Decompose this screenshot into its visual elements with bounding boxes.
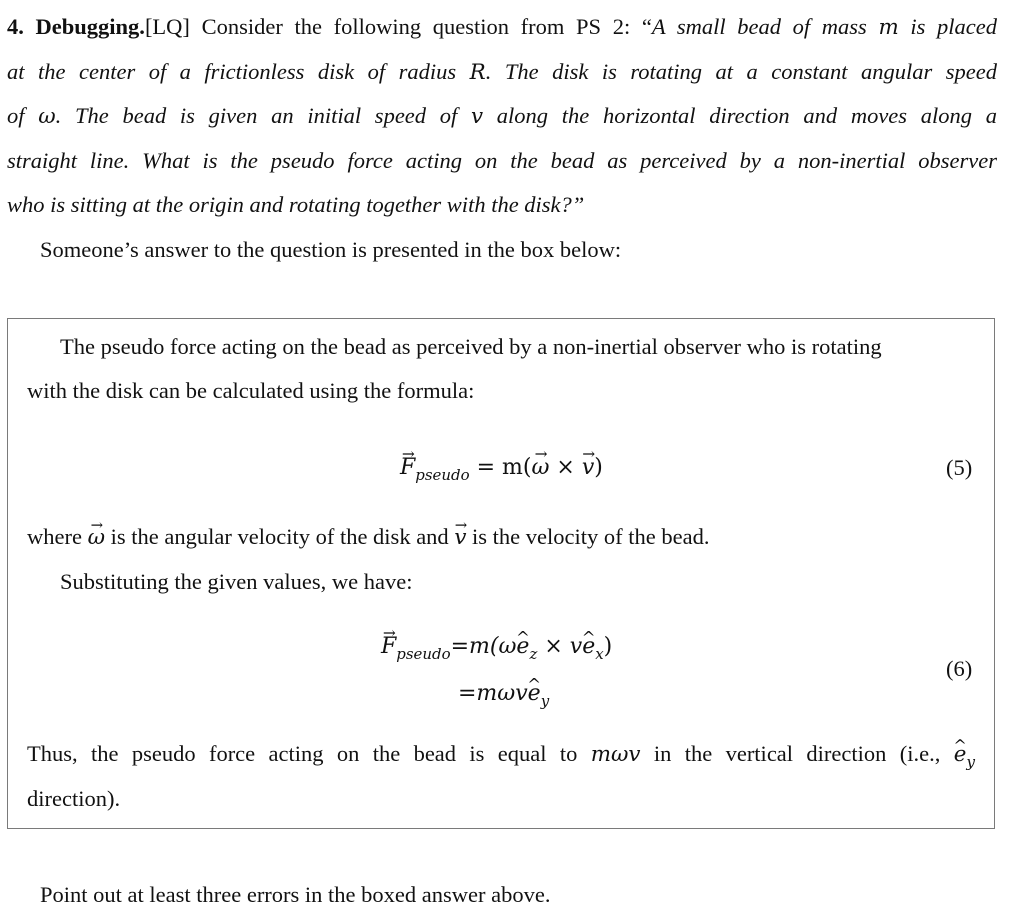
quote-text: who is sitting at the origin and rotating together with the disk?” — [7, 192, 585, 217]
task-prompt: Point out at least three errors in the boxed answer above. — [40, 882, 551, 907]
question-line-2 — [7, 59, 997, 85]
box-para1-line2: with the disk can be calculated using the formula: — [27, 378, 475, 403]
thus-text: in the vertical direction (i.e., — [640, 741, 954, 766]
math-subscript-x: x — [595, 644, 604, 663]
where-text: is the velocity of the bead. — [466, 524, 710, 549]
math-expr: =mωv — [458, 681, 528, 706]
quote-text: . The disk is rotating at a constant angular speed — [485, 59, 997, 84]
where-text: is the angular velocity of the disk and — [105, 524, 455, 549]
box-substituting: Substituting the given values, we have: — [60, 569, 413, 594]
equation-number-6: (6) — [946, 656, 973, 681]
question-line-4 — [7, 148, 997, 174]
math-R: R — [469, 60, 486, 85]
math-m: m — [878, 15, 899, 40]
math-F-vector: → F — [400, 455, 415, 480]
answer-intro: Someone’s answer to the question is presented in the box below: — [40, 237, 622, 262]
where-text: where — [27, 524, 88, 549]
math-close-paren: ) — [594, 455, 603, 480]
math-unit-e: ^ e — [516, 634, 529, 659]
quote-text: . The bead is given an initial speed of — [55, 103, 471, 128]
math-v-vector: → v — [582, 455, 594, 480]
question-title: 4. Debugging. — [7, 14, 145, 39]
quote-text: of — [7, 103, 39, 128]
equation-6-line-2 — [458, 681, 550, 710]
equation-number-5: (5) — [946, 455, 973, 480]
math-subscript-y: y — [966, 752, 976, 771]
math-omega-vector: → ω — [88, 525, 105, 550]
quote-text: is placed — [898, 14, 998, 39]
equation-6-line-1 — [381, 634, 613, 663]
math-subscript-pseudo: pseudo — [396, 644, 451, 663]
equation-5 — [400, 455, 603, 484]
math-omega-vector: → ω — [531, 455, 549, 480]
math-mwv: mωv — [590, 742, 641, 767]
quote-text: at the center of a frictionless disk of radius — [7, 59, 470, 84]
quote-text: A small bead of mass — [651, 14, 879, 39]
question-intro: Consider the following question from PS 2: “ — [189, 14, 652, 39]
box-thus-line-2: direction). — [27, 786, 121, 811]
math-v: v — [471, 104, 484, 129]
math-unit-e: ^ e — [582, 634, 595, 659]
box-where-line — [27, 524, 709, 550]
box-thus-line — [27, 741, 976, 771]
math-cross: × — [549, 455, 582, 480]
math-subscript-y: y — [540, 691, 550, 710]
question-tag: [LQ] — [144, 14, 190, 39]
question-line-3 — [7, 103, 997, 129]
math-rhs: = m( — [469, 455, 532, 480]
math-expr: =m(ω — [450, 634, 517, 659]
math-subscript-z: z — [529, 644, 538, 663]
math-v-vector: → v — [454, 525, 466, 550]
math-unit-e: ^ e — [528, 681, 541, 706]
math-close-paren: ) — [603, 634, 613, 659]
math-subscript-pseudo: pseudo — [415, 465, 470, 484]
box-para1-line1: The pseudo force acting on the bead as perceived by a non-inertial observer who is rotating — [60, 334, 882, 359]
math-expr: × v — [537, 634, 583, 659]
math-unit-e: ^ e — [954, 742, 967, 767]
question-line-1 — [7, 14, 997, 40]
thus-text: Thus, the pseudo force acting on the bead is equal to — [27, 741, 591, 766]
quote-text: straight line. What is the pseudo force acting on the bead as perceived by a non-inertial observer — [7, 148, 997, 173]
quote-text: along the horizontal direction and moves along a — [483, 103, 997, 128]
math-F-vector: → F — [381, 634, 396, 659]
math-omega: ω — [38, 104, 56, 129]
question-line-5 — [7, 192, 584, 218]
